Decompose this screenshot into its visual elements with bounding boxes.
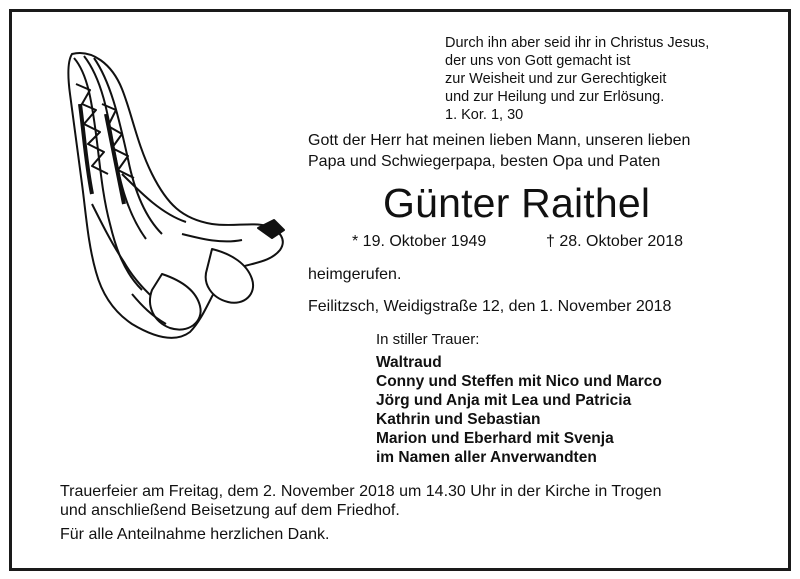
deceased-name: Günter Raithel — [383, 180, 651, 226]
verse-reference: 1. Kor. 1, 30 — [445, 107, 524, 123]
thanks-text: Für alle Anteilnahme herzlichen Dank. — [60, 526, 330, 543]
mourner-name: Waltraud — [376, 354, 442, 371]
verse-line: Durch ihn aber seid ihr in Christus Jesus, — [445, 35, 710, 51]
mourner-name: Kathrin und Sebastian — [376, 411, 541, 428]
mourner-name: Jörg und Anja mit Lea und Patricia — [376, 392, 632, 409]
mourning-label: In stiller Trauer: — [376, 331, 480, 348]
funeral-info — [60, 482, 661, 520]
called-home-text: heimgerufen. — [308, 266, 402, 283]
verse-line: und zur Heilung und zur Erlösung. — [445, 89, 665, 105]
verse-line: der uns von Gott gemacht ist — [445, 53, 631, 69]
mourners-list — [376, 353, 662, 467]
praying-hands-icon — [62, 44, 292, 344]
intro-line: Papa und Schwiegerpapa, besten Opa und Paten — [308, 153, 661, 170]
birth-date: * 19. Oktober 1949 — [352, 233, 487, 250]
verse-line: zur Weisheit und zur Gerechtigkeit — [445, 71, 667, 87]
intro-line: Gott der Herr hat meinen lieben Mann, unseren lieben — [308, 132, 691, 149]
place-and-date: Feilitzsch, Weidigstraße 12, den 1. November 2018 — [308, 298, 672, 315]
intro-text — [308, 130, 690, 172]
death-date: † 28. Oktober 2018 — [546, 233, 683, 250]
mourner-name: im Namen aller Anverwandten — [376, 449, 597, 466]
mourner-name: Marion und Eberhard mit Svenja — [376, 430, 614, 447]
bible-verse — [445, 34, 709, 124]
funeral-line: und anschließend Beisetzung auf dem Friedhof. — [60, 502, 400, 519]
funeral-line: Trauerfeier am Freitag, dem 2. November 2018 um 14.30 Uhr in der Kirche in Trogen — [60, 483, 662, 500]
mourner-name: Conny und Steffen mit Nico und Marco — [376, 373, 662, 390]
